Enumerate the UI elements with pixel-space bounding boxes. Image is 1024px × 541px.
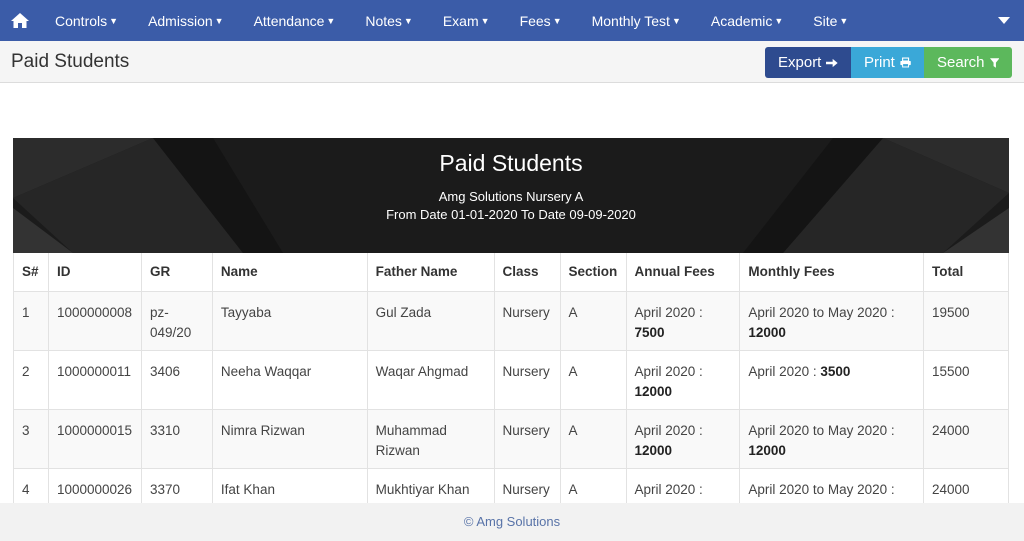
nav-item-label: Admission	[148, 12, 213, 29]
caret-down-icon: ▼	[839, 15, 849, 26]
cell-id: 1000000026	[48, 468, 141, 503]
cell-monthly-fees	[740, 409, 924, 468]
cell-section: A	[560, 291, 626, 350]
export-button[interactable]	[765, 47, 851, 78]
column-header[interactable]: S#	[14, 253, 49, 291]
cell-monthly-fees	[740, 291, 924, 350]
action-button-group	[765, 47, 1012, 78]
nav-item-controls[interactable]	[40, 0, 133, 41]
cell-gr: 3310	[141, 409, 212, 468]
cell-class: Nursery	[494, 350, 560, 409]
cell-annual-fees	[626, 409, 740, 468]
nav-item-label: Attendance	[253, 12, 325, 29]
cell-section: A	[560, 409, 626, 468]
table-row[interactable]	[14, 291, 1009, 350]
table-header-row	[14, 253, 1009, 291]
nav-item-fees[interactable]	[505, 0, 577, 41]
cell-total: 15500	[924, 350, 1009, 409]
nav-item-label: Notes	[365, 12, 402, 29]
caret-down-icon: ▼	[214, 15, 224, 26]
column-header[interactable]: GR	[141, 253, 212, 291]
column-header[interactable]: Total	[924, 253, 1009, 291]
print-button[interactable]	[851, 47, 924, 78]
fee-amount: 3500	[820, 363, 851, 379]
page-footer	[0, 503, 1024, 541]
cell-serial: 4	[14, 468, 49, 503]
fee-period: April 2020 :	[748, 363, 817, 379]
column-header[interactable]: ID	[48, 253, 141, 291]
navbar-toggle-caret-icon[interactable]	[984, 0, 1024, 41]
cell-name: Nimra Rizwan	[212, 409, 367, 468]
fee-period: April 2020 to May 2020 :	[748, 304, 895, 320]
cell-serial: 2	[14, 350, 49, 409]
nav-item-label: Exam	[442, 12, 479, 29]
nav-item-label: Academic	[710, 12, 773, 29]
nav-item-attendance[interactable]	[239, 0, 351, 41]
cell-father-name: Mukhtiyar Khan	[367, 468, 494, 503]
print-label: Print	[864, 54, 895, 71]
fee-period: April 2020 :	[634, 481, 703, 497]
cell-annual-fees	[626, 468, 740, 503]
nav-item-label: Controls	[55, 12, 108, 29]
cell-serial: 3	[14, 409, 49, 468]
nav-item-monthly-test[interactable]	[577, 0, 696, 41]
cell-gr: pz-049/20	[141, 291, 212, 350]
cell-id: 1000000008	[48, 291, 141, 350]
cell-monthly-fees	[740, 350, 924, 409]
caret-down-icon: ▼	[552, 15, 562, 26]
fee-amount: 12000	[634, 442, 673, 458]
fee-period: April 2020 :	[634, 304, 703, 320]
paid-students-table	[13, 253, 1009, 503]
cell-id: 1000000011	[48, 350, 141, 409]
column-header[interactable]: Name	[212, 253, 367, 291]
cell-monthly-fees	[740, 468, 924, 503]
caret-down-icon: ▼	[480, 15, 490, 26]
filter-icon	[990, 57, 999, 69]
table-row[interactable]	[14, 350, 1009, 409]
column-header[interactable]: Monthly Fees	[740, 253, 924, 291]
cell-annual-fees	[626, 291, 740, 350]
cell-class: Nursery	[494, 409, 560, 468]
nav-item-admission[interactable]	[133, 0, 239, 41]
nav-item-academic[interactable]	[696, 0, 798, 41]
cell-father-name: Muhammad Rizwan	[367, 409, 494, 468]
fee-amount: 12000	[748, 324, 786, 340]
nav-item-site[interactable]	[798, 0, 863, 41]
search-label: Search	[937, 54, 985, 71]
nav-item-exam[interactable]	[428, 0, 505, 41]
page-title: Paid Students	[11, 51, 130, 72]
caret-down-icon: ▼	[326, 15, 336, 26]
cell-class: Nursery	[494, 291, 560, 350]
caret-down-icon: ▼	[671, 15, 681, 26]
export-label: Export	[778, 54, 822, 71]
caret-down-icon: ▼	[109, 15, 119, 26]
caret-down-icon: ▼	[774, 15, 784, 26]
fee-period: April 2020 to May 2020 :	[748, 422, 895, 438]
footer-copyright: © Amg Solutions	[463, 514, 561, 529]
fee-amount: 12000	[748, 442, 786, 458]
cell-name: Neeha Waqqar	[212, 350, 367, 409]
fee-period: April 2020 :	[634, 363, 703, 379]
report-subtitle: Amg Solutions Nursery A	[438, 189, 584, 204]
column-header[interactable]: Annual Fees	[626, 253, 740, 291]
nav-item-label: Fees	[519, 12, 551, 29]
table-row[interactable]	[14, 409, 1009, 468]
cell-annual-fees	[626, 350, 740, 409]
top-navbar	[0, 0, 1024, 41]
search-button[interactable]	[924, 47, 1012, 78]
cell-name: Tayyaba	[212, 291, 367, 350]
report-title: Paid Students	[439, 150, 583, 176]
cell-name: Ifat Khan	[212, 468, 367, 503]
cell-total: 24000	[924, 409, 1009, 468]
column-header[interactable]: Section	[560, 253, 626, 291]
report-date-range: From Date 01-01-2020 To Date 09-09-2020	[386, 207, 636, 222]
cell-gr: 3406	[141, 350, 212, 409]
fee-amount: 12000	[634, 383, 673, 399]
cell-serial: 1	[14, 291, 49, 350]
home-icon[interactable]	[0, 0, 40, 41]
cell-gr: 3370	[141, 468, 212, 503]
fee-period: April 2020 :	[634, 422, 703, 438]
printer-icon	[900, 56, 911, 69]
cell-father-name: Gul Zada	[367, 291, 494, 350]
cell-id: 1000000015	[48, 409, 141, 468]
cell-total: 24000	[924, 468, 1009, 503]
cell-section: A	[560, 468, 626, 503]
paid-students-table-container	[13, 253, 1009, 503]
arrow-right-icon	[826, 57, 838, 69]
table-row[interactable]	[14, 468, 1009, 503]
nav-item-label: Monthly Test	[591, 12, 670, 29]
nav-item-notes[interactable]	[350, 0, 428, 41]
column-header[interactable]: Father Name	[367, 253, 494, 291]
cell-class: Nursery	[494, 468, 560, 503]
nav-item-label: Site	[813, 12, 838, 29]
column-header[interactable]: Class	[494, 253, 560, 291]
report-banner	[13, 138, 1009, 253]
cell-total: 19500	[924, 291, 1009, 350]
fee-period: April 2020 to May 2020 :	[748, 481, 895, 497]
cell-father-name: Waqar Ahgmad	[367, 350, 494, 409]
caret-down-icon: ▼	[403, 15, 413, 26]
fee-amount: 7500	[634, 324, 665, 340]
page-header	[0, 41, 1024, 83]
cell-section: A	[560, 350, 626, 409]
